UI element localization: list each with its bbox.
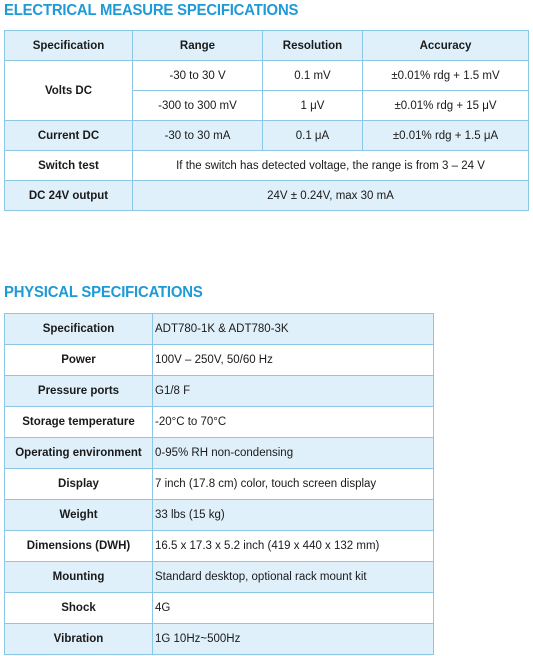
range-cell: -30 to 30 mA <box>133 121 263 151</box>
table-row <box>5 61 529 91</box>
table-row <box>5 314 434 345</box>
current-dc-label: Current DC <box>5 121 133 151</box>
table-row <box>5 345 434 376</box>
spec-value: 7 inch (17.8 cm) color, touch screen display <box>153 469 434 500</box>
physical-specs-title: PHYSICAL SPECIFICATIONS <box>4 284 203 301</box>
table-row <box>5 624 434 655</box>
header-resolution: Resolution <box>263 31 363 61</box>
table-row <box>5 562 434 593</box>
spec-label: Display <box>5 469 153 500</box>
accuracy-cell: ±0.01% rdg + 1.5 mV <box>363 61 529 91</box>
header-accuracy: Accuracy <box>363 31 529 61</box>
spec-value: -20°C to 70°C <box>153 407 434 438</box>
table-row <box>5 151 529 181</box>
spec-label: Mounting <box>5 562 153 593</box>
resolution-cell: 0.1 μA <box>263 121 363 151</box>
spec-label: Operating environment <box>5 438 153 469</box>
spec-label: Weight <box>5 500 153 531</box>
header-specification: Specification <box>5 31 133 61</box>
header-range: Range <box>133 31 263 61</box>
table-row <box>5 593 434 624</box>
spec-label: Storage temperature <box>5 407 153 438</box>
spec-value: Standard desktop, optional rack mount kit <box>153 562 434 593</box>
electrical-specs-title: ELECTRICAL MEASURE SPECIFICATIONS <box>4 2 299 19</box>
resolution-cell: 0.1 mV <box>263 61 363 91</box>
table-row <box>5 376 434 407</box>
table-row <box>5 531 434 562</box>
spec-label: Shock <box>5 593 153 624</box>
spec-value: 16.5 x 17.3 x 5.2 inch (419 x 440 x 132 mm) <box>153 531 434 562</box>
dc-output-value: 24V ± 0.24V, max 30 mA <box>133 181 529 211</box>
range-cell: -300 to 300 mV <box>133 91 263 121</box>
accuracy-cell: ±0.01% rdg + 15 μV <box>363 91 529 121</box>
spec-value: 33 lbs (15 kg) <box>153 500 434 531</box>
table-row <box>5 469 434 500</box>
resolution-cell: 1 μV <box>263 91 363 121</box>
spec-value: 0-95% RH non-condensing <box>153 438 434 469</box>
spec-value: 1G 10Hz~500Hz <box>153 624 434 655</box>
volts-dc-label: Volts DC <box>5 61 133 121</box>
spec-value: ADT780-1K & ADT780-3K <box>153 314 434 345</box>
accuracy-cell: ±0.01% rdg + 1.5 μA <box>363 121 529 151</box>
spec-label: Dimensions (DWH) <box>5 531 153 562</box>
spec-label: Pressure ports <box>5 376 153 407</box>
table-row <box>5 121 529 151</box>
table-row <box>5 181 529 211</box>
range-cell: -30 to 30 V <box>133 61 263 91</box>
table-row <box>5 500 434 531</box>
switch-test-value: If the switch has detected voltage, the range is from 3 – 24 V <box>133 151 529 181</box>
physical-specs-table <box>4 313 434 655</box>
spec-value: 4G <box>153 593 434 624</box>
table-row <box>5 438 434 469</box>
spec-value: 100V – 250V, 50/60 Hz <box>153 345 434 376</box>
spec-label: Power <box>5 345 153 376</box>
spec-value: G1/8 F <box>153 376 434 407</box>
table-row <box>5 407 434 438</box>
switch-test-label: Switch test <box>5 151 133 181</box>
spec-label: Vibration <box>5 624 153 655</box>
electrical-specs-table <box>4 30 529 211</box>
table-header-row <box>5 31 529 61</box>
dc-output-label: DC 24V output <box>5 181 133 211</box>
spec-label: Specification <box>5 314 153 345</box>
